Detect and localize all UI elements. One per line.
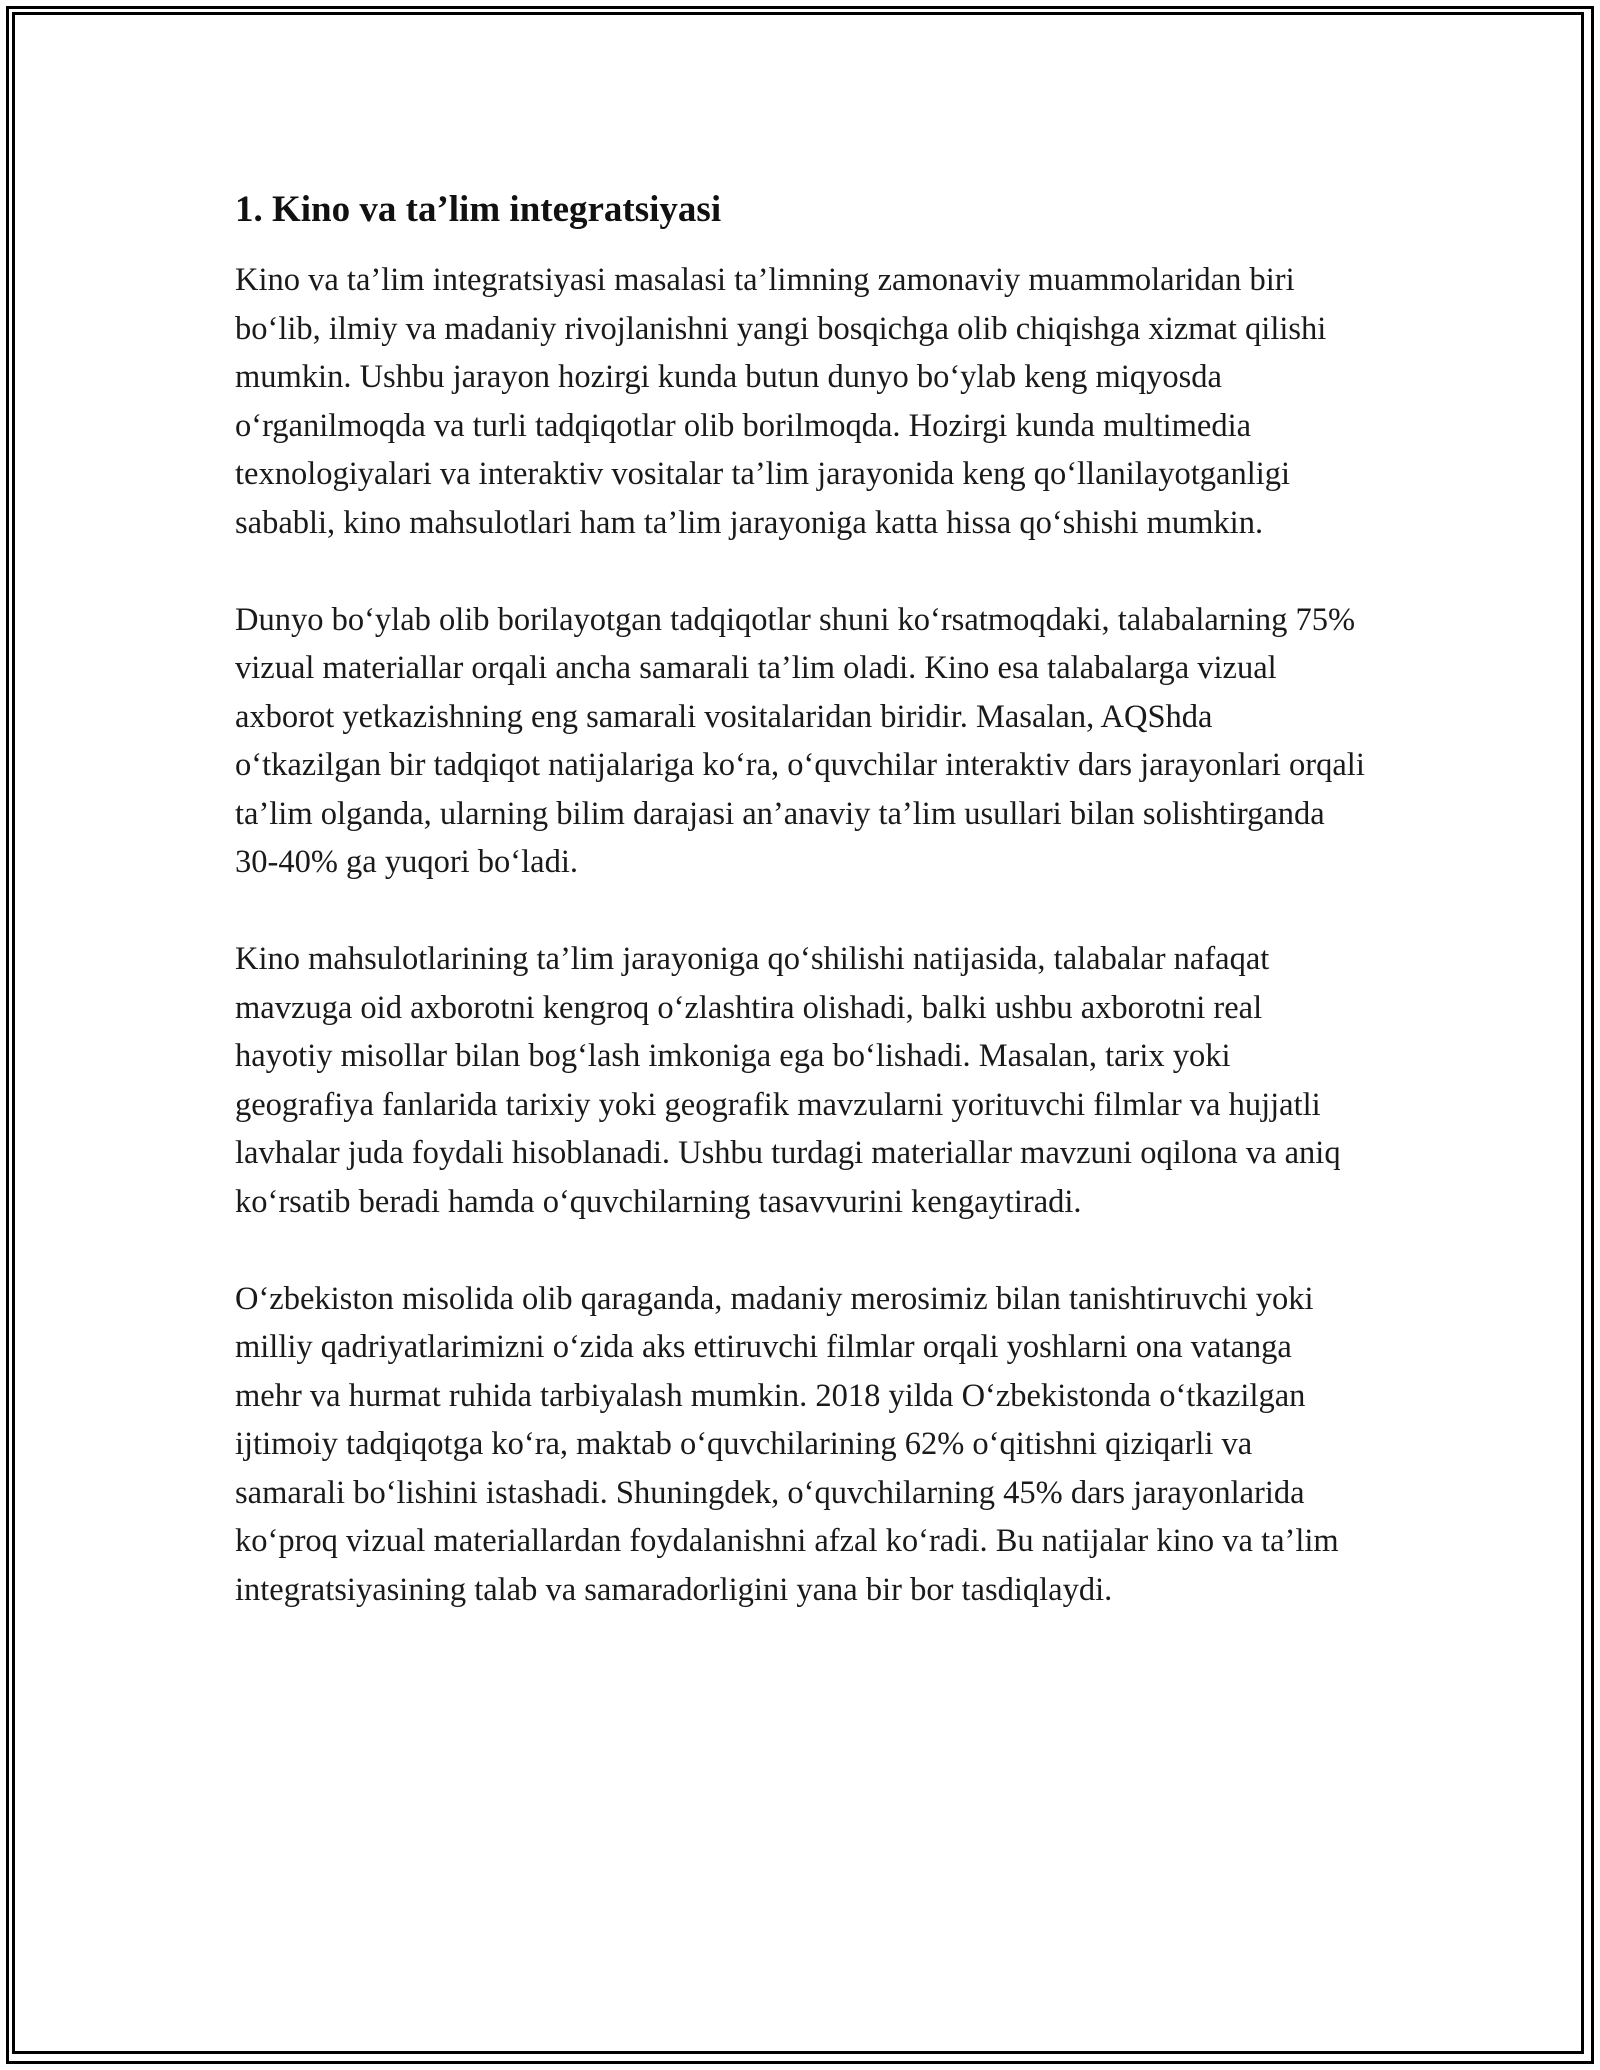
- paragraph-4: O‘zbekiston misolida olib qaraganda, madaniy merosimiz bilan tanishtiruvchi yoki milliy qadriyatlarimizni o‘zida aks ettiruvchi filmlar orqali yoshlarni ona vatanga mehr va hurmat ruhida tarbiyalash mumkin. 2018 yilda O‘zbekistonda o‘tkazilgan ijtimoiy tadqiqotga ko‘ra, maktab o‘quvchilarining 62% o‘qitishni qiziqarli va samarali bo‘lishini istashadi. Shuningdek, o‘quvchilarning 45% dars jarayonlarida ko‘proq vizual materiallardan foydalanishni afzal ko‘radi. Bu natijalar kino va ta’lim integratsiyasining talab va samaradorligini yana bir bor tasdiqlaydi.: [235, 1280, 1339, 1608]
- paragraph-3: Kino mahsulotlarining ta’lim jarayoniga qo‘shilishi natijasida, talabalar nafaqat mavzuga oid axborotni kengroq o‘zlashtira olishadi, balki ushbu axborotni real hayotiy misollar bilan bog‘lash imkoniga ega bo‘lishadi. Masalan, tarix yoki geografiya fanlarida tarixiy yoki geografik mavzularni yorituvchi filmlar va hujjatli lavhalar juda foydali hisoblanadi. Ushbu turdagi materiallar mavzuni oqilona va aniq ko‘rsatib beradi hamda o‘quvchilarning tasavvurini kengaytiradi.: [235, 941, 1341, 1220]
- document-body: [235, 186, 1365, 1614]
- section-heading: 1. Kino va ta’lim integratsiyasi: [235, 189, 722, 230]
- paragraph-2: Dunyo bo‘ylab olib borilayotgan tadqiqotlar shuni ko‘rsatmoqdaki, talabalarning 75% vizual materiallar orqali ancha samarali ta’lim oladi. Kino esa talabalarga vizual axborot yetkazishning eng samarali vositalaridan biridir. Masalan, AQShda o‘tkazilgan bir tadqiqot natijalariga ko‘ra, o‘quvchilar interaktiv dars jarayonlari orqali ta’lim olganda, ularning bilim darajasi an’anaviy ta’lim usullari bilan solishtirganda 30-40% ga yuqori bo‘ladi.: [235, 601, 1365, 880]
- paragraph-1: Kino va ta’lim integratsiyasi masalasi ta’limning zamonaviy muammolaridan biri bo‘lib, ilmiy va madaniy rivojlanishni yangi bosqichga olib chiqishga xizmat qilishi mumkin. Ushbu jarayon hozirgi kunda butun dunyo bo‘ylab keng miqyosda o‘rganilmoqda va turli tadqiqotlar olib borilmoqda. Hozirgi kunda multimedia texnologiyalari va interaktiv vositalar ta’lim jarayonida keng qo‘llanilayotganligi sababli, kino mahsulotlari ham ta’lim jarayoniga katta hissa qo‘shishi mumkin.: [235, 262, 1327, 541]
